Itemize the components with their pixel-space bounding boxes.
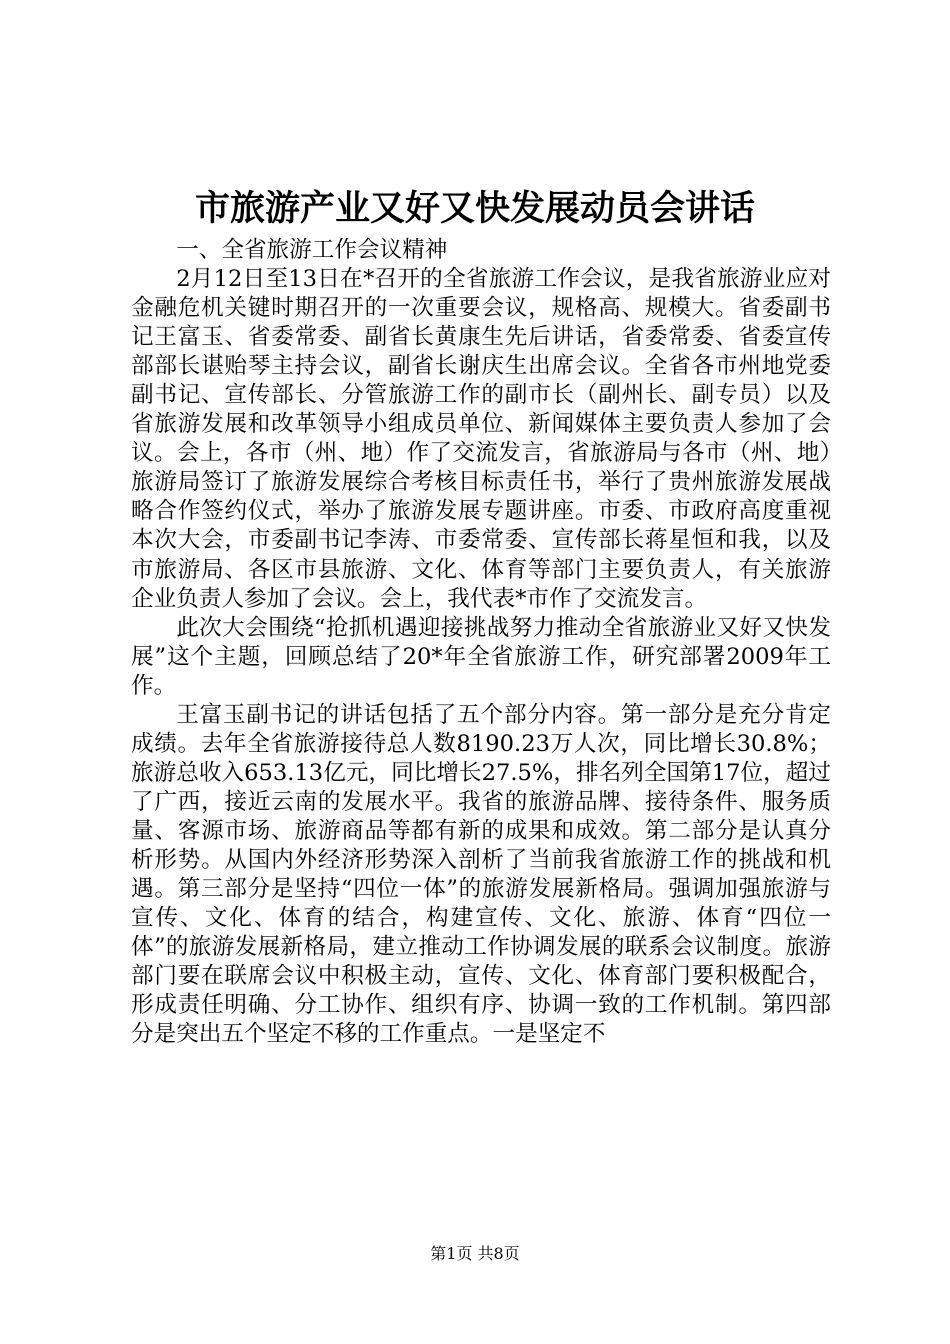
paragraph: 2月12日至13日在*召开的全省旅游工作会议，是我省旅游业应对金融危机关键时期召开的一次重要会议，规格高、规模大。省委副书记王富玉、省委常委、副省长黄康生先后讲话，省委常委、省委宣传部部长谌贻琴主持会议，副省长谢庆生出席会议。全省各市州地党委副书记、宣传部长、分管旅游工作的副市长（副州长、副专员）以及省旅游发展和改革领导小组成员单位、新闻媒体主要负责人参加了会议。会上，各市（州、地）作了交流发言，省旅游局与各市（州、地）旅游局签订了旅游发展综合考核目标责任书，举行了贵州旅游发展战略合作签约仪式，举办了旅游发展专题讲座。市委、市政府高度重视本次大会，市委副书记李涛、市委常委、宣传部长蒋星恒和我，以及市旅游局、各区市县旅游、文化、体育等部门主要负责人，有关旅游企业负责人参加了会议。会上，我代表*市作了交流发言。 <box>131 266 831 612</box>
document-body <box>131 236 831 1049</box>
page-footer: 第1页 共8页 <box>430 1244 520 1263</box>
paragraph: 王富玉副书记的讲话包括了五个部分内容。第一部分是充分肯定成绩。去年全省旅游接待总人数8190.23万人次，同比增长30.8%；旅游总收入653.13亿元，同比增长27.5%，排名列全国第17位，超过了广西，接近云南的发展水平。我省的旅游品牌、接待条件、服务质量、客源市场、旅游商品等都有新的成果和成效。第二部分是认真分析形势。从国内外经济形势深入剖析了当前我省旅游工作的挑战和机遇。第三部分是坚持“四位一体”的旅游发展新格局。强调加强旅游与宣传、文化、体育的结合，构建宣传、文化、旅游、体育“四位一体”的旅游发展新格局，建立推动工作协调发展的联系会议制度。旅游部门要在联席会议中积极主动，宣传、文化、体育部门要积极配合，形成责任明确、分工协作、组织有序、协调一致的工作机制。第四部分是突出五个坚定不移的工作重点。一是坚定不 <box>131 701 831 1048</box>
section-heading: 一、全省旅游工作会议精神 <box>176 237 448 263</box>
paragraph: 此次大会围绕“抢抓机遇迎接挑战努力推动全省旅游业又好又快发展”这个主题，回顾总结了20*年全省旅游工作，研究部署2009年工作。 <box>131 614 831 699</box>
document-title: 市旅游产业又好又快发展动员会讲话 <box>194 188 755 229</box>
